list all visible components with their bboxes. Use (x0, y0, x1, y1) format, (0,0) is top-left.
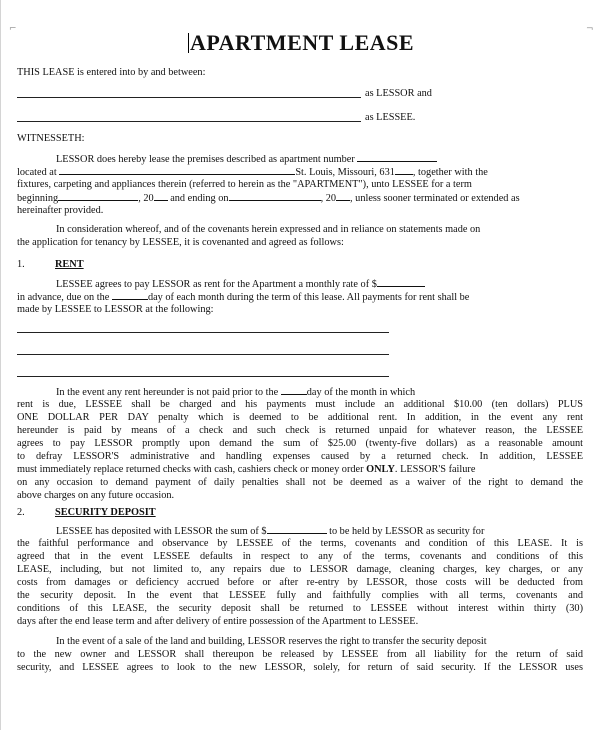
rent-line-2: in advance, due on the day of each month during the term of this lease. All payments for rent shall be (17, 292, 470, 303)
late-line-9: above charges on any future occasion. (17, 490, 175, 501)
late-line-7: must immediately replace returned checks with cash, cashiers check or money order ONLY. LESSOR'S failure (17, 464, 476, 475)
deposit-line-5: costs from damages or deficiency accrued before or after re-entry by LESSOR, those costs will be deducted from (17, 577, 583, 588)
start-year-blank[interactable] (154, 191, 168, 201)
payment-address-blank-1[interactable] (17, 332, 389, 333)
document-title: APARTMENT LEASE (189, 30, 415, 55)
rent-heading: 1. RENT (17, 259, 84, 270)
consideration-line-2: the application for tenancy by LESSEE, it is covenanted and agreed as follows: (17, 237, 344, 248)
premises-line-4: beginning , 20 and ending on , 20 , unless sooner terminated or extended as (17, 193, 520, 204)
intro-line: THIS LEASE is entered into by and between: (17, 67, 206, 78)
end-date-blank[interactable] (229, 191, 321, 201)
deposit-line-7: conditions of this LEASE, the security deposit shall be returned to LESSEE without interest within thirty (30) (17, 603, 583, 614)
lessee-name-blank[interactable] (17, 121, 361, 122)
late-line-3: ONE DOLLAR PER DAY penalty which is deemed to be additional rent. In addition, in the event any rent (17, 412, 583, 423)
start-date-blank[interactable] (58, 191, 138, 201)
late-line-4: hereunder is paid by means of a check and such check is returned unpaid for whatever reason, the LESSEE (17, 425, 583, 436)
lessee-caption: as LESSEE. (365, 112, 416, 123)
late-line-1: In the event any rent hereunder is not paid prior to the day of the month in which (56, 387, 416, 398)
premises-line-2: located at St. Louis, Missouri, 631 , together with the (17, 167, 488, 178)
margin-corner-mark-left: ⌐ (9, 24, 17, 34)
zip-blank[interactable] (395, 165, 413, 175)
apartment-number-blank[interactable] (357, 152, 437, 162)
late-line-5: agrees to pay LESSOR promptly upon demand the sum of $25.00 (twenty-five dollars) as a reasonable amount (17, 438, 583, 449)
rent-line-1: LESSEE agrees to pay LESSOR as rent for the Apartment a monthly rate of $ (56, 277, 583, 291)
witnesseth-label: WITNESSETH: (17, 133, 85, 144)
deposit-heading: 2. SECURITY DEPOSIT (17, 507, 156, 518)
late-line-2: rent is due, LESSEE shall be charged and his payments must include an additional $10.00 (ten dollars) PLUS (17, 399, 583, 410)
consideration-line-1: In consideration whereof, and of the covenants herein expressed and in reliance on statements made on (56, 224, 481, 235)
deposit-amount-blank[interactable] (267, 524, 327, 534)
deposit-line-6: the security deposit. In the event that LESSEE fully and faithfully complies with all terms, covenants and (17, 590, 583, 601)
rent-line-3: made by LESSEE to LESSOR at the following: (17, 304, 214, 315)
sale-line-3: security, and LESSEE agrees to look to the new LESSOR, solely, for return of said security. If the LESSOR uses (17, 662, 583, 673)
deposit-line-2: the faithful performance and observance by LESSEE of the terms, covenants and condition of this LEASE. It is (17, 538, 583, 549)
address-blank[interactable] (59, 165, 295, 175)
payment-address-blank-2[interactable] (17, 354, 389, 355)
monthly-rent-blank[interactable] (377, 277, 425, 287)
deposit-line-1: LESSEE has deposited with LESSOR the sum of $ to be held by LESSOR as security for (56, 526, 485, 537)
sale-line-2: to the new owner and LESSOR shall thereupon be released by LESSEE from all liability for the return of said (17, 649, 583, 660)
late-line-6: to defray LESSOR'S administrative and handling expenses caused by a returned check. In addition, LESSEE (17, 451, 583, 462)
sale-line-1: In the event of a sale of the land and building, LESSOR reserves the right to transfer the security deposit (56, 636, 487, 647)
end-year-blank[interactable] (336, 191, 350, 201)
text-cursor (188, 33, 189, 53)
lessor-name-blank[interactable] (17, 97, 361, 98)
premises-line-5: hereinafter provided. (17, 205, 104, 216)
deposit-line-8: days after the end lease term and after delivery of entire possession of the Apartment to LESSEE. (17, 616, 419, 627)
late-line-8: on any occasion to demand payment of daily penalties shall not be deemed as a waiver of the right to demand the (17, 477, 583, 488)
margin-corner-mark-right: ¬ (586, 24, 594, 34)
premises-line-3: fixtures, carpeting and appliances therein (referred to herein as the "APARTMENT"), unto LESSEE for a term (17, 179, 472, 190)
payment-address-blank-3[interactable] (17, 376, 389, 377)
late-day-blank[interactable] (281, 385, 307, 395)
lessor-caption: as LESSOR and (365, 88, 432, 99)
deposit-line-3: agreed that in the event LESSEE defaults in respect to any of the terms, covenants and conditions of this (17, 551, 583, 562)
deposit-line-4: LEASE, including, but not limited to, any repairs due to LESSOR damage, cleaning charges, key charges, or any (17, 564, 583, 575)
due-day-blank[interactable] (112, 290, 148, 300)
premises-line-1: LESSOR does hereby lease the premises described as apartment number (56, 152, 583, 166)
